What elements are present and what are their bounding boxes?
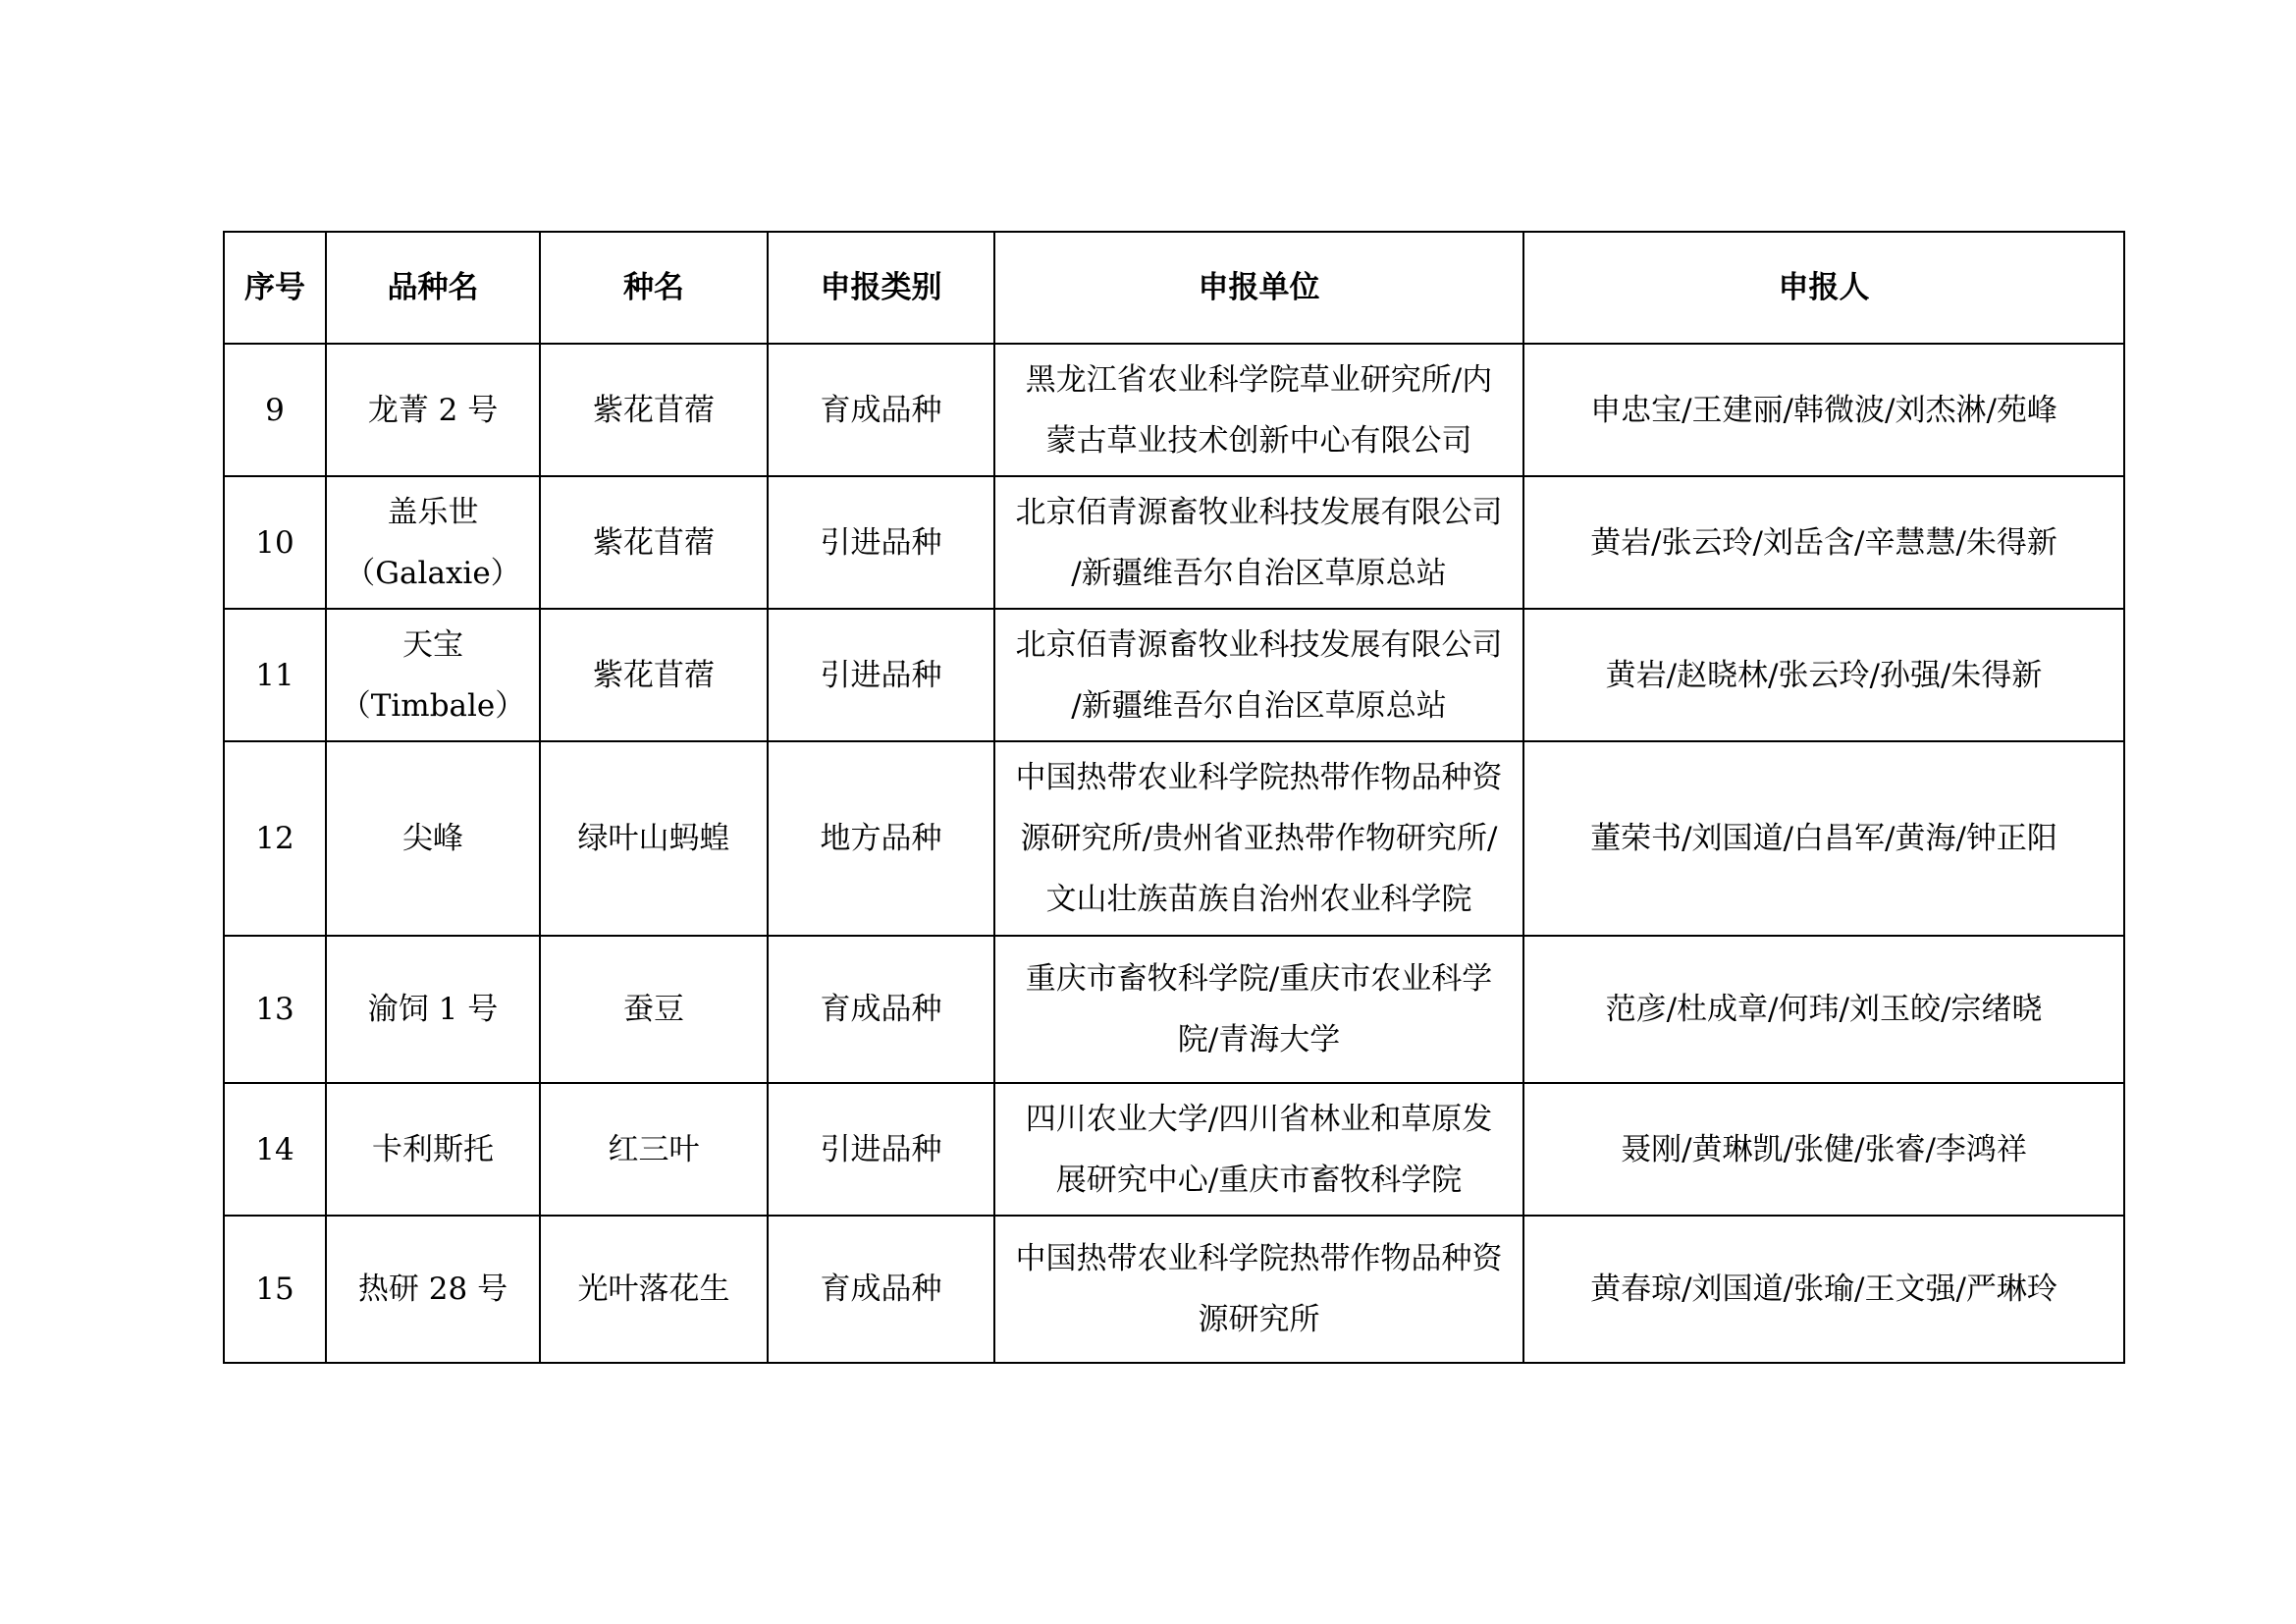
- cell-species: 紫花苜蓿: [540, 344, 768, 476]
- unit-line: 北京佰青源畜牧业科技发展有限公司: [1015, 494, 1503, 530]
- header-applicants: 申报人: [1523, 232, 2124, 344]
- unit-line: 四川农业大学/四川省林业和草原发: [1025, 1101, 1493, 1137]
- cell-applicants: 范彦/杜成章/何玮/刘玉皎/宗绪晓: [1523, 936, 2124, 1083]
- unit-line: 重庆市畜牧科学院/重庆市农业科学: [1025, 961, 1493, 997]
- variety-table: [223, 231, 2125, 1364]
- unit-line: 文山壮族苗族自治州农业科学院: [1045, 882, 1472, 917]
- cell-no: 11: [224, 609, 326, 741]
- cell-no: 10: [224, 476, 326, 609]
- table-row: [224, 476, 2124, 609]
- cell-unit: [994, 1216, 1523, 1363]
- cell-applicants: 黄岩/张云玲/刘岳含/辛慧慧/朱得新: [1523, 476, 2124, 609]
- registration-table: [223, 231, 2123, 1364]
- header-row: [224, 232, 2124, 344]
- cell-unit: [994, 476, 1523, 609]
- cell-unit: [994, 609, 1523, 741]
- cell-category: 引进品种: [768, 609, 994, 741]
- cell-species: 蚕豆: [540, 936, 768, 1083]
- cell-applicants: 聂刚/黄琳凯/张健/张睿/李鸿祥: [1523, 1083, 2124, 1216]
- cell-category: 地方品种: [768, 741, 994, 936]
- cell-species: 紫花苜蓿: [540, 609, 768, 741]
- cell-species: 红三叶: [540, 1083, 768, 1216]
- unit-line: /新疆维吾尔自治区草原总站: [1071, 555, 1447, 591]
- cell-variety: 热研 28 号: [326, 1216, 540, 1363]
- cell-applicants: 黄岩/赵晓林/张云玲/孙强/朱得新: [1523, 609, 2124, 741]
- cell-variety: 龙菁 2 号: [326, 344, 540, 476]
- cell-variety: 渝饲 1 号: [326, 936, 540, 1083]
- unit-line: 蒙古草业技术创新中心有限公司: [1045, 422, 1472, 459]
- unit-line: /新疆维吾尔自治区草原总站: [1071, 687, 1447, 724]
- table-row: [224, 1216, 2124, 1363]
- variety-line: 盖乐世: [387, 494, 479, 530]
- cell-no: 13: [224, 936, 326, 1083]
- cell-category: 育成品种: [768, 344, 994, 476]
- cell-no: 9: [224, 344, 326, 476]
- cell-species: 紫花苜蓿: [540, 476, 768, 609]
- table-row: [224, 609, 2124, 741]
- header-variety: 品种名: [326, 232, 540, 344]
- unit-line: 源研究所: [1198, 1302, 1320, 1337]
- unit-line: 黑龙江省农业科学院草业研究所/内: [1025, 361, 1493, 398]
- variety-line: （Galaxie）: [345, 555, 521, 591]
- cell-unit: [994, 1083, 1523, 1216]
- cell-unit: [994, 741, 1523, 936]
- unit-line: 院/青海大学: [1177, 1022, 1341, 1057]
- table-row: [224, 741, 2124, 936]
- cell-variety: [326, 476, 540, 609]
- cell-no: 12: [224, 741, 326, 936]
- unit-line: 中国热带农业科学院热带作物品种资: [1015, 760, 1503, 795]
- cell-no: 15: [224, 1216, 326, 1363]
- cell-unit: [994, 936, 1523, 1083]
- cell-no: 14: [224, 1083, 326, 1216]
- header-unit: 申报单位: [994, 232, 1523, 344]
- cell-category: 育成品种: [768, 936, 994, 1083]
- table-row: [224, 1083, 2124, 1216]
- cell-applicants: 董荣书/刘国道/白昌军/黄海/钟正阳: [1523, 741, 2124, 936]
- unit-line: 展研究中心/重庆市畜牧科学院: [1055, 1162, 1463, 1198]
- unit-line: 中国热带农业科学院热带作物品种资: [1015, 1241, 1503, 1276]
- cell-applicants: 黄春琼/刘国道/张瑜/王文强/严琳玲: [1523, 1216, 2124, 1363]
- table-row: [224, 344, 2124, 476]
- cell-variety: 天宝（Timbale）: [326, 609, 540, 741]
- cell-category: 引进品种: [768, 1083, 994, 1216]
- header-no: 序号: [224, 232, 326, 344]
- cell-species: 绿叶山蚂蝗: [540, 741, 768, 936]
- cell-unit: [994, 344, 1523, 476]
- cell-applicants: 申忠宝/王建丽/韩微波/刘杰淋/苑峰: [1523, 344, 2124, 476]
- unit-line: 北京佰青源畜牧业科技发展有限公司: [1015, 626, 1503, 663]
- cell-category: 育成品种: [768, 1216, 994, 1363]
- table-row: [224, 936, 2124, 1083]
- cell-variety: 卡利斯托: [326, 1083, 540, 1216]
- header-category: 申报类别: [768, 232, 994, 344]
- cell-species: 光叶落花生: [540, 1216, 768, 1363]
- header-species: 种名: [540, 232, 768, 344]
- cell-category: 引进品种: [768, 476, 994, 609]
- cell-variety: 尖峰: [326, 741, 540, 936]
- unit-line: 源研究所/贵州省亚热带作物研究所/: [1020, 821, 1498, 856]
